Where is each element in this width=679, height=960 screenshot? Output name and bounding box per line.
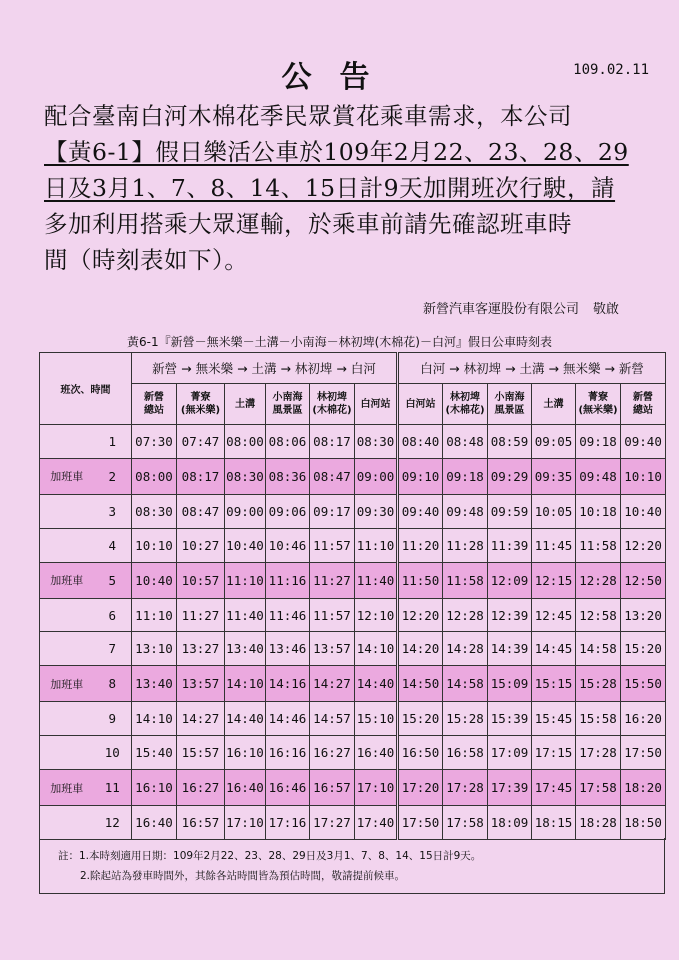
outbound-time: 14:27 — [177, 702, 225, 736]
inbound-time: 11:58 — [443, 562, 488, 598]
inbound-time: 15:58 — [576, 702, 621, 736]
inbound-time: 10:18 — [576, 494, 621, 528]
inbound-time: 14:50 — [398, 666, 443, 702]
outbound-time: 10:46 — [266, 528, 310, 562]
inbound-time: 18:15 — [532, 806, 576, 840]
inbound-time: 11:58 — [576, 528, 621, 562]
run-number: 1 — [94, 425, 132, 459]
outbound-time: 11:16 — [266, 562, 310, 598]
station-header-row — [40, 384, 666, 425]
inbound-time: 18:09 — [488, 806, 532, 840]
outbound-time: 16:27 — [177, 770, 225, 806]
extra-run-label — [40, 528, 94, 562]
announcement-line: 間（時刻表如下）。 — [44, 246, 249, 274]
extra-run-label — [40, 494, 94, 528]
outbound-time: 11:57 — [310, 528, 355, 562]
inbound-time: 10:40 — [621, 494, 666, 528]
inbound-time: 11:50 — [398, 562, 443, 598]
table-row — [40, 666, 666, 702]
outbound-time: 10:27 — [177, 528, 225, 562]
extra-run-label — [40, 736, 94, 770]
inbound-time: 09:48 — [576, 458, 621, 494]
inbound-time: 12:58 — [576, 598, 621, 632]
inbound-time: 14:58 — [576, 632, 621, 666]
outbound-time: 08:00 — [132, 458, 177, 494]
station-header: 新營 總站 — [132, 384, 177, 425]
station-header: 小南海 風景區 — [488, 384, 532, 425]
inbound-time: 15:09 — [488, 666, 532, 702]
outbound-time: 12:10 — [355, 598, 398, 632]
outbound-time: 14:46 — [266, 702, 310, 736]
outbound-time: 16:57 — [310, 770, 355, 806]
inbound-time: 12:39 — [488, 598, 532, 632]
run-number: 4 — [94, 528, 132, 562]
run-number: 3 — [94, 494, 132, 528]
outbound-time: 16:27 — [310, 736, 355, 770]
outbound-time: 17:27 — [310, 806, 355, 840]
outbound-time: 11:10 — [355, 528, 398, 562]
outbound-time: 09:30 — [355, 494, 398, 528]
outbound-time: 16:10 — [132, 770, 177, 806]
inbound-time: 12:09 — [488, 562, 532, 598]
outbound-time: 17:16 — [266, 806, 310, 840]
issuer — [409, 298, 619, 317]
inbound-time: 09:10 — [398, 458, 443, 494]
outbound-time: 15:57 — [177, 736, 225, 770]
outbound-time: 13:40 — [225, 632, 266, 666]
outbound-time: 13:40 — [132, 666, 177, 702]
inbound-time: 12:45 — [532, 598, 576, 632]
timetable — [39, 352, 666, 840]
outbound-time: 11:10 — [132, 598, 177, 632]
inbound-time: 12:28 — [443, 598, 488, 632]
outbound-time: 14:10 — [132, 702, 177, 736]
outbound-time: 11:57 — [310, 598, 355, 632]
outbound-time: 08:17 — [310, 425, 355, 459]
inbound-time: 08:40 — [398, 425, 443, 459]
run-number: 2 — [94, 458, 132, 494]
inbound-time: 16:50 — [398, 736, 443, 770]
issuer-closing: 敬啟 — [592, 302, 619, 317]
table-row — [40, 770, 666, 806]
run-number: 7 — [94, 632, 132, 666]
outbound-time: 13:57 — [310, 632, 355, 666]
run-number: 9 — [94, 702, 132, 736]
outbound-time: 09:00 — [225, 494, 266, 528]
outbound-time: 16:40 — [355, 736, 398, 770]
outbound-time: 10:57 — [177, 562, 225, 598]
station-header: 菁寮 (無米樂) — [576, 384, 621, 425]
outbound-time: 15:40 — [132, 736, 177, 770]
timetable-body — [40, 425, 666, 840]
outbound-time: 14:10 — [225, 666, 266, 702]
inbound-time: 15:15 — [532, 666, 576, 702]
extra-run-label: 加班車 — [40, 562, 94, 598]
extra-run-label — [40, 425, 94, 459]
run-number: 8 — [94, 666, 132, 702]
announcement-line: 日及3月1、7、8、14、15日計9天加開班次行駛，請 — [44, 174, 616, 202]
inbound-time: 14:39 — [488, 632, 532, 666]
table-row — [40, 562, 666, 598]
table-row — [40, 598, 666, 632]
inbound-time: 17:28 — [576, 736, 621, 770]
outbound-time: 09:00 — [355, 458, 398, 494]
station-header: 白河站 — [398, 384, 443, 425]
outbound-time: 16:40 — [225, 770, 266, 806]
inbound-time: 14:58 — [443, 666, 488, 702]
outbound-time: 16:16 — [266, 736, 310, 770]
outbound-time: 08:47 — [177, 494, 225, 528]
inbound-time: 17:39 — [488, 770, 532, 806]
station-header: 林初埤 (木棉花) — [310, 384, 355, 425]
extra-run-label: 加班車 — [40, 458, 94, 494]
inbound-time: 15:20 — [621, 632, 666, 666]
outbound-time: 14:27 — [310, 666, 355, 702]
inbound-time: 12:50 — [621, 562, 666, 598]
outbound-time: 16:40 — [132, 806, 177, 840]
inbound-direction: 白河 → 林初埤 → 土溝 → 無米樂 → 新營 — [398, 353, 666, 384]
inbound-time: 11:28 — [443, 528, 488, 562]
outbound-time: 17:10 — [355, 770, 398, 806]
outbound-time: 15:10 — [355, 702, 398, 736]
inbound-time: 18:28 — [576, 806, 621, 840]
outbound-time: 13:46 — [266, 632, 310, 666]
station-header: 菁寮 (無米樂) — [177, 384, 225, 425]
inbound-time: 15:28 — [443, 702, 488, 736]
timetable-title: 黃6-1『新營－無米樂－土溝－小南海－林初埤(木棉花)－白河』假日公車時刻表 — [127, 335, 552, 349]
inbound-time: 11:39 — [488, 528, 532, 562]
outbound-time: 08:30 — [355, 425, 398, 459]
station-header: 白河站 — [355, 384, 398, 425]
inbound-time: 11:45 — [532, 528, 576, 562]
inbound-time: 09:35 — [532, 458, 576, 494]
outbound-time: 11:40 — [355, 562, 398, 598]
extra-run-label: 加班車 — [40, 666, 94, 702]
table-row — [40, 528, 666, 562]
inbound-time: 17:20 — [398, 770, 443, 806]
extra-run-label: 加班車 — [40, 770, 94, 806]
announcement-line: 多加利用搭乘大眾運輸，於乘車前請先確認班車時 — [44, 210, 572, 238]
inbound-time: 09:18 — [443, 458, 488, 494]
table-row — [40, 425, 666, 459]
inbound-time: 15:45 — [532, 702, 576, 736]
inbound-time: 15:50 — [621, 666, 666, 702]
inbound-time: 18:50 — [621, 806, 666, 840]
inbound-time: 09:29 — [488, 458, 532, 494]
outbound-time: 16:46 — [266, 770, 310, 806]
inbound-time: 12:20 — [398, 598, 443, 632]
run-number: 11 — [94, 770, 132, 806]
outbound-time: 17:10 — [225, 806, 266, 840]
outbound-time: 13:57 — [177, 666, 225, 702]
extra-run-label — [40, 598, 94, 632]
table-row — [40, 736, 666, 770]
outbound-time: 09:06 — [266, 494, 310, 528]
station-header: 小南海 風景區 — [266, 384, 310, 425]
note-1: 註：1.本時刻適用日期：109年2月22、23、28、29日及3月1、7、8、14、15日計9天。 — [58, 850, 482, 862]
inbound-time: 15:28 — [576, 666, 621, 702]
outbound-time: 16:57 — [177, 806, 225, 840]
inbound-time: 08:48 — [443, 425, 488, 459]
inbound-time: 12:20 — [621, 528, 666, 562]
outbound-time: 08:30 — [225, 458, 266, 494]
notice-title: 公告 — [281, 60, 398, 95]
outbound-time: 09:17 — [310, 494, 355, 528]
outbound-time: 08:47 — [310, 458, 355, 494]
outbound-time: 08:06 — [266, 425, 310, 459]
announcement-line: 配合臺南白河木棉花季民眾賞花乘車需求，本公司 — [44, 102, 572, 130]
outbound-time: 08:36 — [266, 458, 310, 494]
inbound-time: 17:28 — [443, 770, 488, 806]
inbound-time: 17:58 — [576, 770, 621, 806]
extra-run-label — [40, 702, 94, 736]
outbound-time: 10:10 — [132, 528, 177, 562]
outbound-time: 13:10 — [132, 632, 177, 666]
issuer-company: 新營汽車客運股份有限公司 — [422, 302, 579, 317]
inbound-time: 15:20 — [398, 702, 443, 736]
station-header: 土溝 — [225, 384, 266, 425]
inbound-time: 11:20 — [398, 528, 443, 562]
table-row — [40, 702, 666, 736]
run-number: 10 — [94, 736, 132, 770]
note-2: 2.除起站為發車時間外，其餘各站時間皆為預估時間，敬請提前候車。 — [80, 870, 406, 882]
corner-label: 班次、時間 — [40, 353, 132, 425]
inbound-time: 14:20 — [398, 632, 443, 666]
inbound-time: 09:48 — [443, 494, 488, 528]
outbound-time: 13:27 — [177, 632, 225, 666]
table-row — [40, 632, 666, 666]
outbound-time: 07:30 — [132, 425, 177, 459]
outbound-time: 11:40 — [225, 598, 266, 632]
outbound-time: 16:10 — [225, 736, 266, 770]
outbound-direction: 新營 → 無米樂 → 土溝 → 林初埤 → 白河 — [132, 353, 398, 384]
inbound-time: 12:15 — [532, 562, 576, 598]
inbound-time: 13:20 — [621, 598, 666, 632]
announcement-body — [44, 98, 654, 278]
outbound-time: 11:27 — [310, 562, 355, 598]
outbound-time: 08:30 — [132, 494, 177, 528]
outbound-time: 08:17 — [177, 458, 225, 494]
inbound-time: 09:40 — [621, 425, 666, 459]
inbound-time: 17:45 — [532, 770, 576, 806]
inbound-time: 14:45 — [532, 632, 576, 666]
inbound-time: 14:28 — [443, 632, 488, 666]
inbound-time: 08:59 — [488, 425, 532, 459]
station-header: 土溝 — [532, 384, 576, 425]
table-row — [40, 806, 666, 840]
outbound-time: 11:27 — [177, 598, 225, 632]
outbound-time: 08:00 — [225, 425, 266, 459]
inbound-time: 17:50 — [398, 806, 443, 840]
inbound-time: 17:50 — [621, 736, 666, 770]
inbound-time: 17:15 — [532, 736, 576, 770]
outbound-time: 14:10 — [355, 632, 398, 666]
outbound-time: 14:40 — [355, 666, 398, 702]
outbound-time: 11:10 — [225, 562, 266, 598]
inbound-time: 17:58 — [443, 806, 488, 840]
inbound-time: 16:20 — [621, 702, 666, 736]
station-header: 新營 總站 — [621, 384, 666, 425]
inbound-time: 16:58 — [443, 736, 488, 770]
notes — [39, 838, 665, 894]
inbound-time: 12:28 — [576, 562, 621, 598]
inbound-time: 09:40 — [398, 494, 443, 528]
announcement-line: 【黃6-1】假日樂活公車於109年2月22、23、28、29 — [44, 138, 629, 166]
inbound-time: 18:20 — [621, 770, 666, 806]
extra-run-label — [40, 632, 94, 666]
inbound-time: 09:05 — [532, 425, 576, 459]
run-number: 12 — [94, 806, 132, 840]
inbound-time: 10:05 — [532, 494, 576, 528]
outbound-time: 17:40 — [355, 806, 398, 840]
outbound-time: 14:57 — [310, 702, 355, 736]
outbound-time: 10:40 — [132, 562, 177, 598]
table-row — [40, 458, 666, 494]
outbound-time: 07:47 — [177, 425, 225, 459]
inbound-time: 17:09 — [488, 736, 532, 770]
outbound-time: 14:40 — [225, 702, 266, 736]
inbound-time: 15:39 — [488, 702, 532, 736]
run-number: 6 — [94, 598, 132, 632]
outbound-time: 10:40 — [225, 528, 266, 562]
station-header: 林初埤 (木棉花) — [443, 384, 488, 425]
extra-run-label — [40, 806, 94, 840]
inbound-time: 10:10 — [621, 458, 666, 494]
inbound-time: 09:59 — [488, 494, 532, 528]
outbound-time: 11:46 — [266, 598, 310, 632]
table-row — [40, 494, 666, 528]
inbound-time: 09:18 — [576, 425, 621, 459]
notice-date: 109.02.11 — [573, 62, 649, 78]
run-number: 5 — [94, 562, 132, 598]
outbound-time: 14:16 — [266, 666, 310, 702]
